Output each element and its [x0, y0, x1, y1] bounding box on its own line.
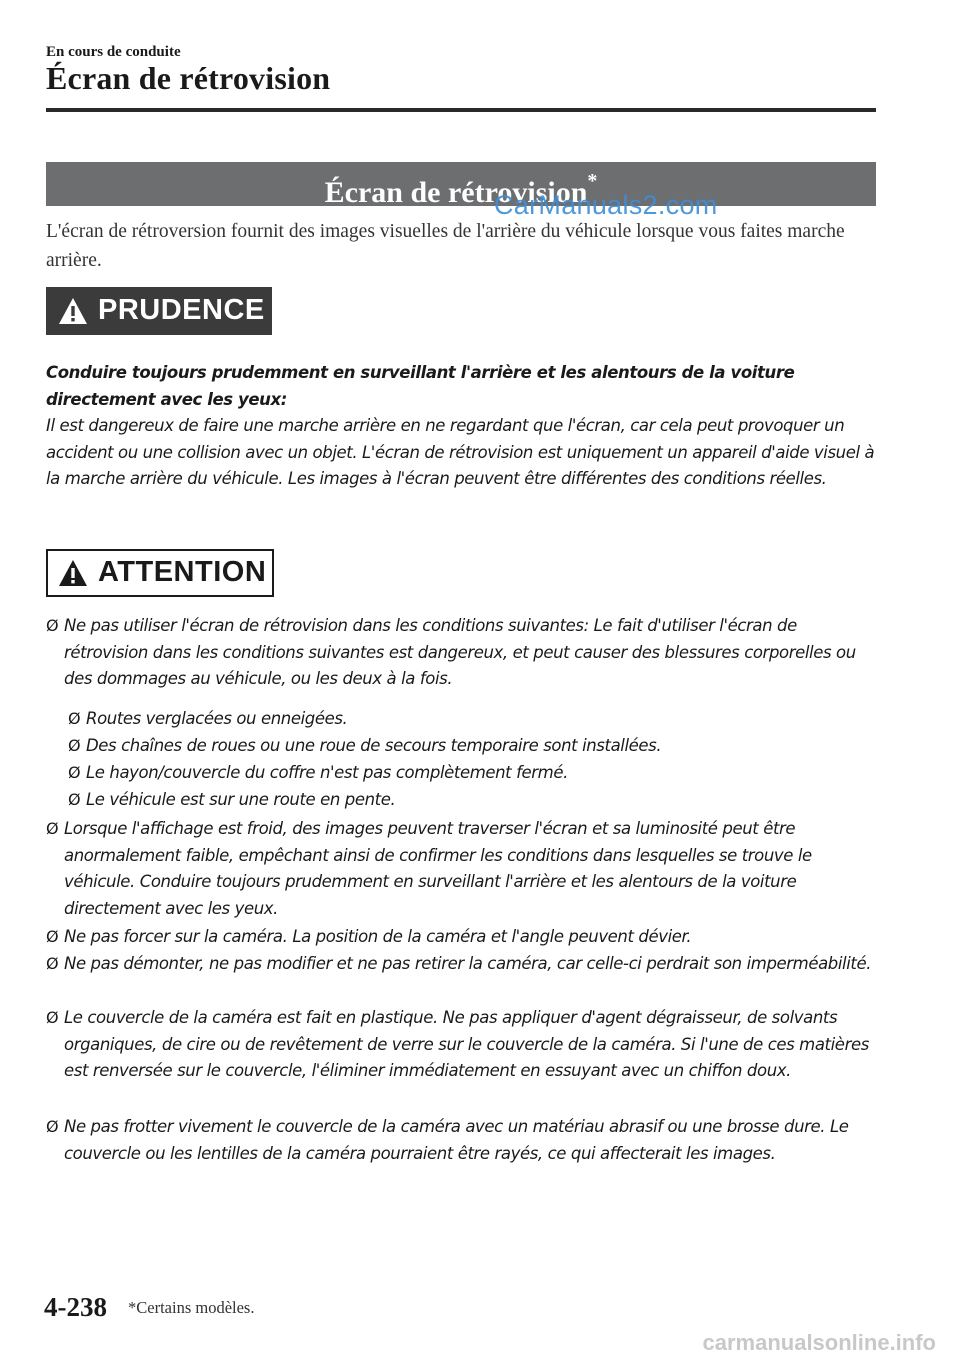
list-item: Ø Ne pas démonter, ne pas modifier et ne pas retirer la caméra, car celle-ci perdrait son imperméabilité.: [46, 951, 876, 978]
watermark-bottom: carmanualsonline.info: [702, 1330, 936, 1355]
warning-triangle-icon: [58, 297, 88, 325]
list-item: Ø Ne pas utiliser l'écran de rétrovision dans les conditions suivantes: Le fait d'utiliser l'écran de rétrovision dans les conditions suivantes est dangereux, et peut causer des blessures corporelles ou des dommages au véhicule, ou les deux à la fois.: [46, 613, 876, 693]
page-number: 4-238: [44, 1292, 107, 1322]
title-divider: [46, 108, 876, 112]
bullet-arrow-icon: Ø: [46, 954, 59, 973]
bullet-arrow-icon: Ø: [68, 763, 81, 782]
warning-triangle-icon: [58, 559, 88, 587]
footnote: *Certains modèles.: [128, 1298, 255, 1317]
bullet-arrow-icon: Ø: [46, 616, 59, 635]
section-banner: [46, 162, 876, 209]
attention-box: [46, 549, 274, 597]
bullet-arrow-icon: Ø: [46, 819, 59, 838]
breadcrumb: En cours de conduite: [46, 44, 181, 60]
section-asterisk: *: [587, 170, 598, 192]
list-item: Ø Ne pas forcer sur la caméra. La position de la caméra et l'angle peuvent dévier.: [46, 924, 876, 951]
intro-paragraph: L'écran de rétroversion fournit des images visuelles de l'arrière du véhicule lorsque vous faites marche arrière.: [46, 221, 845, 271]
prudence-heading: Conduire toujours prudemment en surveillant l'arrière et les alentours de la voiture directement avec les yeux:: [46, 363, 795, 409]
list-item: Ø Ne pas frotter vivement le couvercle de la caméra avec un matériau abrasif ou une brosse dure. Le couvercle ou les lentilles de la caméra pourraient être rayés, ce qui affecterait les images.: [46, 1114, 876, 1167]
watermark-top: CarManuals2.com: [494, 190, 718, 220]
bullet-arrow-icon: Ø: [68, 736, 81, 755]
prudence-label: PRUDENCE: [98, 294, 265, 326]
bullet-arrow-icon: Ø: [46, 1117, 59, 1136]
list-item: Ø Lorsque l'affichage est froid, des images peuvent traverser l'écran et sa luminosité peut être anormalement faible, empêchant ainsi de confirmer les conditions dans lesquelles se trouve le véhicule. Conduire toujours prudemment en surveillant l'arrière et les alentours de la voiture directement avec les yeux.: [46, 816, 876, 922]
bullet-arrow-icon: Ø: [68, 790, 81, 809]
section-title: Écran de rétrovision: [324, 176, 588, 209]
list-item: Ø Le hayon/couvercle du coffre n'est pas complètement fermé.: [68, 760, 876, 787]
bullet-arrow-icon: Ø: [46, 927, 59, 946]
prudence-box: [46, 287, 272, 335]
bullet-arrow-icon: Ø: [46, 1008, 59, 1027]
prudence-body: Il est dangereux de faire une marche arrière en ne regardant que l'écran, car cela peut provoquer un accident ou une collision avec un objet. L'écran de rétrovision est uniquement un appareil d'aide visuel à la marche arrière du véhicule. Les images à l'écran peuvent être différentes des conditions réelles.: [46, 416, 875, 489]
list-item: Ø Le véhicule est sur une route en pente.: [68, 787, 876, 814]
bullet-arrow-icon: Ø: [68, 709, 81, 728]
list-item: Ø Des chaînes de roues ou une roue de secours temporaire sont installées.: [68, 733, 876, 760]
attention-label: ATTENTION: [98, 556, 267, 588]
list-item: Ø Routes verglacées ou enneigées.: [68, 706, 876, 733]
list-item: Ø Le couvercle de la caméra est fait en plastique. Ne pas appliquer d'agent dégraisseur, de solvants organiques, de cire ou de revêtement de verre sur le couvercle de la caméra. Si l'une de ces matières est renversée sur le couvercle, l'éliminer immédiatement en essuyant avec un chiffon doux.: [46, 1005, 876, 1085]
page-title: Écran de rétrovision: [46, 60, 331, 96]
